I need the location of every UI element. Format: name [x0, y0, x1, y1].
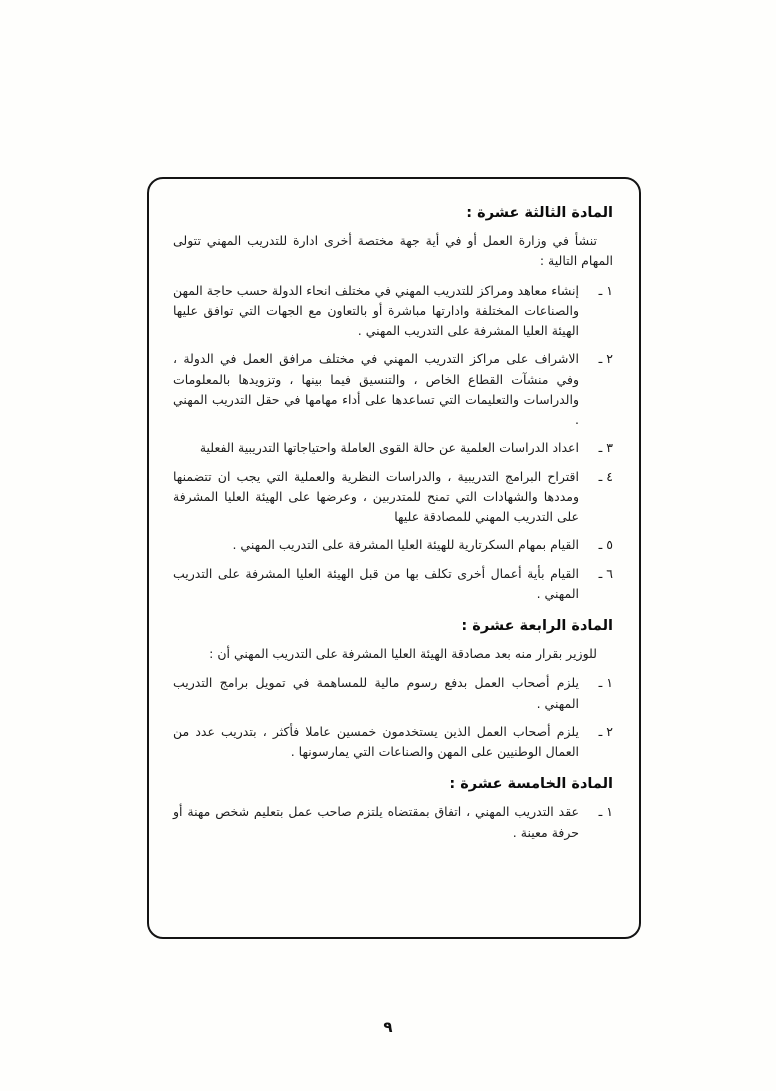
item-number: ١ ـ: [598, 675, 613, 691]
list-item: [173, 467, 613, 528]
item-text: القيام بأية أعمال أخرى تكلف بها من قبل الهيئة العليا المشرفة على التدريب المهني .: [173, 565, 579, 601]
list-item: [173, 535, 613, 555]
item-text: الاشراف على مراكز التدريب المهني في مختلف مرافق العمل في الدولة ، وفي منشآت القطاع الخاص ، والتنسيق فيما بينها ، وتزويدها بالمعلومات والدراسات والتعليمات التي تساعدها على أداء مهامها في حقل التدريب المهني .: [173, 351, 579, 427]
item-number: ٢ ـ: [598, 351, 613, 367]
article-13-intro: تنشأ في وزارة العمل أو في أية جهة مختصة أخرى ادارة للتدريب المهني تتولى المهام التالية :: [173, 233, 613, 269]
page-border-frame: [147, 177, 641, 939]
list-item: [173, 722, 613, 763]
article-14-intro: للوزير بقرار منه بعد مصادقة الهيئة العليا المشرفة على التدريب المهني أن :: [209, 646, 597, 661]
item-text: اعداد الدراسات العلمية عن حالة القوى العاملة واحتياجاتها التدريبية الفعلية: [199, 440, 579, 456]
article-13-section: [173, 205, 613, 604]
article-15-section: [173, 776, 613, 843]
article-14-section: [173, 618, 613, 762]
list-item: [173, 802, 613, 843]
item-number: ٣ ـ: [598, 440, 613, 456]
item-number: ٦ ـ: [598, 565, 613, 581]
article-13-heading: المادة الثالثة عشرة :: [466, 205, 613, 221]
list-item: [173, 281, 613, 342]
item-number: ١ ـ: [598, 282, 613, 298]
item-number: ٤ ـ: [598, 468, 613, 484]
item-text: يلزم أصحاب العمل بدفع رسوم مالية للمساهمة في تمويل برامج التدريب المهني .: [173, 675, 579, 711]
item-number: ٥ ـ: [598, 537, 613, 553]
list-item: [173, 349, 613, 430]
list-item: [173, 673, 613, 714]
list-item: [173, 564, 613, 605]
item-number: ٢ ـ: [598, 723, 613, 739]
list-item: [173, 438, 613, 458]
item-text: عقد التدريب المهني ، اتفاق بمقتضاه يلتزم صاحب عمل بتعليم شخص مهنة أو حرفة معينة .: [173, 804, 579, 840]
article-14-heading: المادة الرابعة عشرة :: [461, 618, 613, 634]
page-number: ٩: [383, 1018, 393, 1036]
item-text: إنشاء معاهد ومراكز للتدريب المهني في مختلف انحاء الدولة حسب حاجة المهن والصناعات المختلفة وادارتها مباشرة أو بالتعاون مع الجهات التي توافق عليها الهيئة العليا المشرفة على التدريب المهني .: [173, 282, 579, 338]
article-15-heading: المادة الخامسة عشرة :: [449, 776, 613, 793]
item-text: اقتراح البرامج التدريبية ، والدراسات النظرية والعملية التي يجب ان تتضمنها ومددها والشهادات التي تمنح للمتدربين ، وعرضها على الهيئة العليا المشرفة على التدريب المهني للمصادقة عليها: [173, 468, 579, 524]
item-text: يلزم أصحاب العمل الذين يستخدمون خمسين عاملا فأكثر ، بتدريب عدد من العمال الوطنيين على المهن والصناعات التي يمارسونها .: [173, 723, 579, 759]
item-text: القيام بمهام السكرتارية للهيئة العليا المشرفة على التدريب المهني .: [232, 537, 579, 553]
item-number: ١ ـ: [598, 804, 613, 820]
